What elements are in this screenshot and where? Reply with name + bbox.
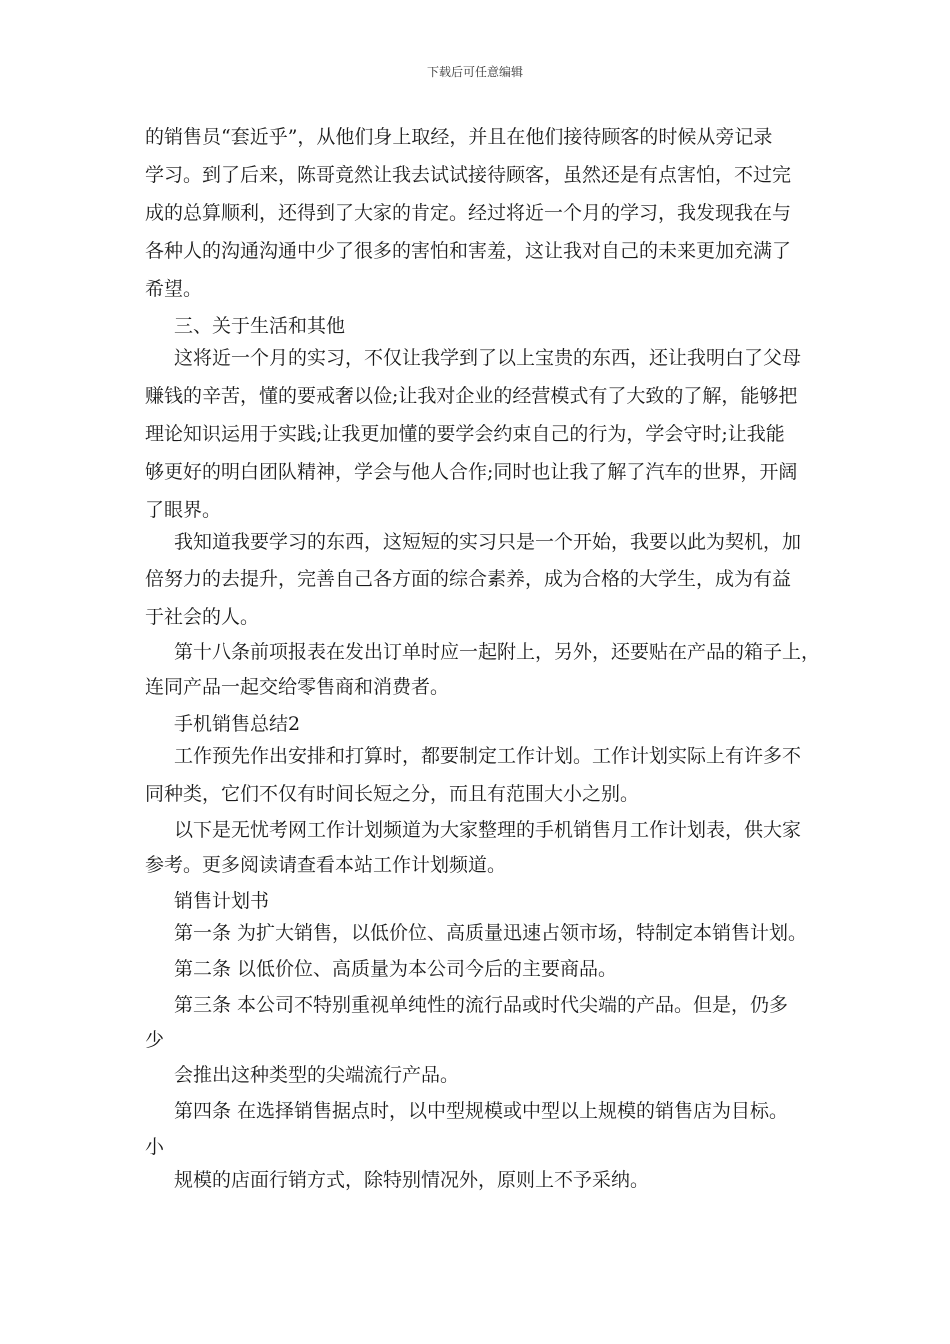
- paragraph-line: 参考。更多阅读请查看本站工作计划频道。: [145, 854, 507, 876]
- paragraph-line: 规模的店面行销方式，除特别情况外，原则上不予采纳。: [174, 1169, 650, 1191]
- paragraph-line: 于社会的人。: [145, 606, 260, 628]
- paragraph-line: 同种类，它们不仅有时间长短之分，而且有范围大小之别。: [145, 783, 640, 805]
- section-heading: 三、关于生活和其他: [174, 315, 346, 337]
- paragraph-line: 理论知识运用于实践;让我更加懂的要学会约束自己的行为，学会守时;让我能: [145, 423, 785, 445]
- paragraph-line: 第十八条前项报表在发出订单时应一起附上，另外，还要贴在产品的箱子上，: [174, 641, 821, 663]
- paragraph-line: 学习。到了后来，陈哥竟然让我去试试接待顾客，虽然还是有点害怕，不过完: [145, 164, 792, 186]
- paragraph-line: 这将近一个月的实习，不仅让我学到了以上宝贵的东西，还让我明白了父母: [174, 347, 802, 369]
- section-heading: 手机销售总结2: [174, 713, 301, 735]
- paragraph-line: 第四条 在选择销售据点时，以中型规模或中型以上规模的销售店为目标。: [174, 1100, 789, 1122]
- paragraph-line: 的销售员“套近乎”，从他们身上取经，并且在他们接待顾客的时候从旁记录: [145, 126, 773, 148]
- paragraph-line: 第二条 以低价位、高质量为本公司今后的主要商品。: [174, 958, 618, 980]
- paragraph-line: 第三条 本公司不特别重视单纯性的流行品或时代尖端的产品。但是，仍多: [174, 994, 789, 1016]
- paragraph-line: 连同产品一起交给零售商和消费者。: [145, 676, 450, 698]
- paragraph-line: 会推出这种类型的尖端流行产品。: [174, 1064, 460, 1086]
- section-heading: 销售计划书: [174, 890, 270, 912]
- paragraph-line: 少: [145, 1029, 165, 1051]
- paragraph-line: 我知道我要学习的东西，这短短的实习只是一个开始，我要以此为契机，加: [174, 531, 802, 553]
- paragraph-line: 希望。: [145, 278, 203, 300]
- paragraph-line: 了眼界。: [145, 499, 222, 521]
- paragraph-line: 第一条 为扩大销售，以低价位、高质量迅速占领市场，特制定本销售计划。: [174, 922, 808, 944]
- paragraph-line: 倍努力的去提升，完善自己各方面的综合素养，成为合格的大学生，成为有益: [145, 568, 792, 590]
- paragraph-line: 以下是无忧考网工作计划频道为大家整理的手机销售月工作计划表，供大家: [174, 819, 802, 841]
- paragraph-line: 成的总算顺利，还得到了大家的肯定。经过将近一个月的学习，我发现我在与: [145, 202, 792, 224]
- paragraph-line: 小: [145, 1136, 165, 1158]
- paragraph-line: 各种人的沟通沟通中少了很多的害怕和害羞，这让我对自己的未来更加充满了: [145, 240, 792, 262]
- paragraph-line: 工作预先作出安排和打算时，都要制定工作计划。工作计划实际上有许多不: [174, 745, 802, 767]
- paragraph-line: 够更好的明白团队精神，学会与他人合作;同时也让我了解了汽车的世界，开阔: [145, 461, 798, 483]
- paragraph-line: 赚钱的辛苦，懂的要戒奢以俭;让我对企业的经营模式有了大致的了解，能够把: [145, 385, 798, 407]
- page-header: 下载后可任意编辑: [426, 65, 523, 79]
